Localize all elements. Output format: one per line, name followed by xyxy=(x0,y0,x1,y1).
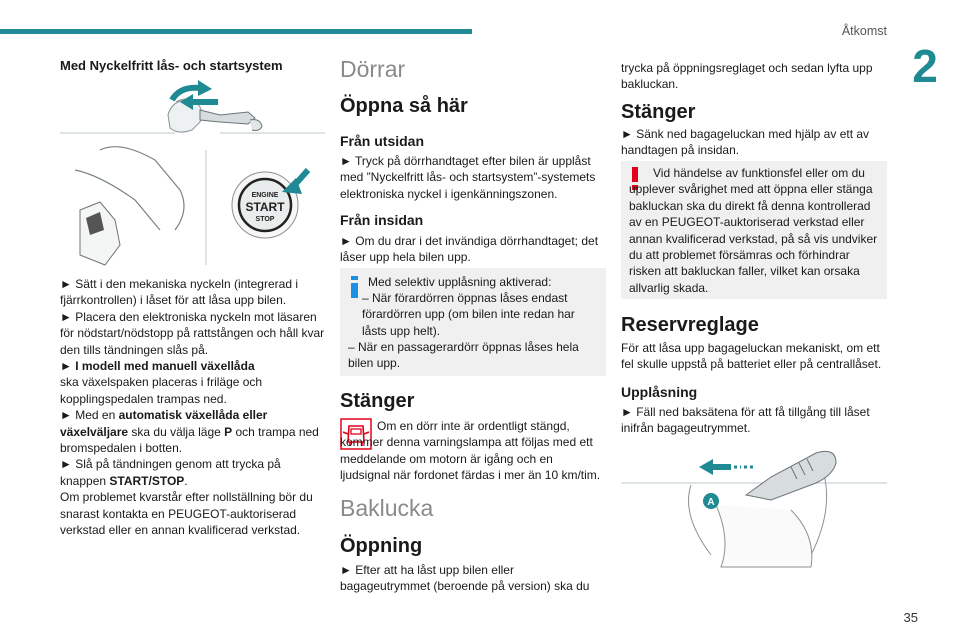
heading-close: Stänger xyxy=(340,390,415,412)
text-opening-cont: trycka på öppningsreglaget och sedan lyfta upp bakluckan. xyxy=(621,61,873,92)
title-trunk: Baklucka xyxy=(340,495,434,521)
title-doors: Dörrar xyxy=(340,56,406,82)
text-trunk-close: ► Sänk ned bagageluckan med hjälp av ett av handtagen på insidan. xyxy=(621,127,870,158)
info-icon xyxy=(348,276,362,298)
keyless-instructions xyxy=(60,276,325,539)
trunk-backup-lock-illustration xyxy=(621,445,887,570)
instruction-5: ► Slå på tändningen genom att trycka på knappen START/STOP. xyxy=(60,457,281,488)
heading-trunk-close: Stänger xyxy=(621,101,696,123)
text-close: Om en dörr inte är ordentligt stängd, kommer denna varningslampa att följas med ett meddelande om motorn är igång och en ljudsignal när fordonet färdas i mer än 10 km/tim. xyxy=(340,419,601,483)
warning-box xyxy=(621,161,887,299)
instruction-6: Om problemet kvarstår efter nollställning bör du snarast kontakta en PEUGEOT-auktoriserad verkstad eller en annan kvalificerad verkstad. xyxy=(60,490,313,538)
page-number: 35 xyxy=(903,610,918,625)
keyless-emergency-start-illustration xyxy=(60,80,325,270)
section-title: Åtkomst xyxy=(841,24,887,38)
text-outside: ► Tryck på dörrhandtaget efter bilen är upplåst med ”Nyckelfritt lås- och startsystem”-systemets elektroniska nyckel i igenkänningszonen. xyxy=(340,154,596,201)
section-heading: Med Nyckelfritt lås- och startsystem xyxy=(60,58,283,73)
heading-opening: Öppning xyxy=(340,535,423,557)
instruction-1: ► Sätt i den mekaniska nyckeln (integrerad i fjärrkontrollen) i låset för att låsa upp bilen. xyxy=(60,277,298,308)
info-line-3: – När en passagerardörr öppnas låses hela bilen upp. xyxy=(348,339,579,371)
start-stop-button-icon xyxy=(232,170,308,238)
heading-backup: Reservreglage xyxy=(621,314,759,336)
heading-unlock: Upplåsning xyxy=(621,384,698,400)
svg-text:START: START xyxy=(245,200,285,214)
text-inside: ► Om du drar i det invändiga dörrhandtaget; det låser upp hela bilen upp. xyxy=(340,234,599,265)
heading-open: Öppna så här xyxy=(340,95,468,117)
heading-inside: Från insidan xyxy=(340,212,424,228)
heading-outside: Från utsidan xyxy=(340,133,425,149)
svg-text:A: A xyxy=(707,497,715,508)
chapter-number: 2 xyxy=(912,40,938,92)
warning-text: Vid händelse av funktionsfel eller om du upplever svårighet med att öppna eller stänga bakluckan ska du direkt få denna kontrollerad av en PEUGEOT-auktoriserad verkstad eller annan kvalificerad verkstad, på så vis undviker du att problemet försämras och förhindrar risken att bakluckan faller, vilket kan orsaka allvarlig skada. xyxy=(629,166,878,295)
instruction-4: ► Med en automatisk växellåda eller växelväljare ska du välja läge P och trampa ned bromspedalen i botten. xyxy=(60,408,319,456)
info-line-2: – När förardörren öppnas låses endast förardörren upp (om bilen inte redan har låsts upp helt). xyxy=(362,291,575,338)
text-unlock: ► Fäll ned baksätena för att få tillgång till låset inifrån bagageutrymmet. xyxy=(621,405,870,436)
svg-text:ENGINE: ENGINE xyxy=(251,192,279,199)
instruction-2: ► Placera den elektroniska nyckeln mot läsaren för nödstart/nödstopp på rattstången och håll kvar den tills tändningen slås på. xyxy=(60,309,325,357)
text-opening: ► Efter att ha låst upp bilen eller bagageutrymmet (beroende på version) ska du xyxy=(340,563,590,594)
instruction-3: ► I modell med manuell växellåda ska växelspaken placeras i friläge och kopplingspedalen trampas ned. xyxy=(60,359,263,406)
steering-column-icon xyxy=(75,147,184,265)
svg-text:STOP: STOP xyxy=(255,216,275,223)
header-accent-bar xyxy=(0,29,472,34)
info-box xyxy=(340,268,606,376)
info-line-1: Med selektiv upplåsning aktiverad: xyxy=(368,275,552,289)
text-backup: För att låsa upp bagageluckan mekaniskt, om ett fel skulle uppstå på batteriet eller på centrallåset. xyxy=(621,341,882,372)
